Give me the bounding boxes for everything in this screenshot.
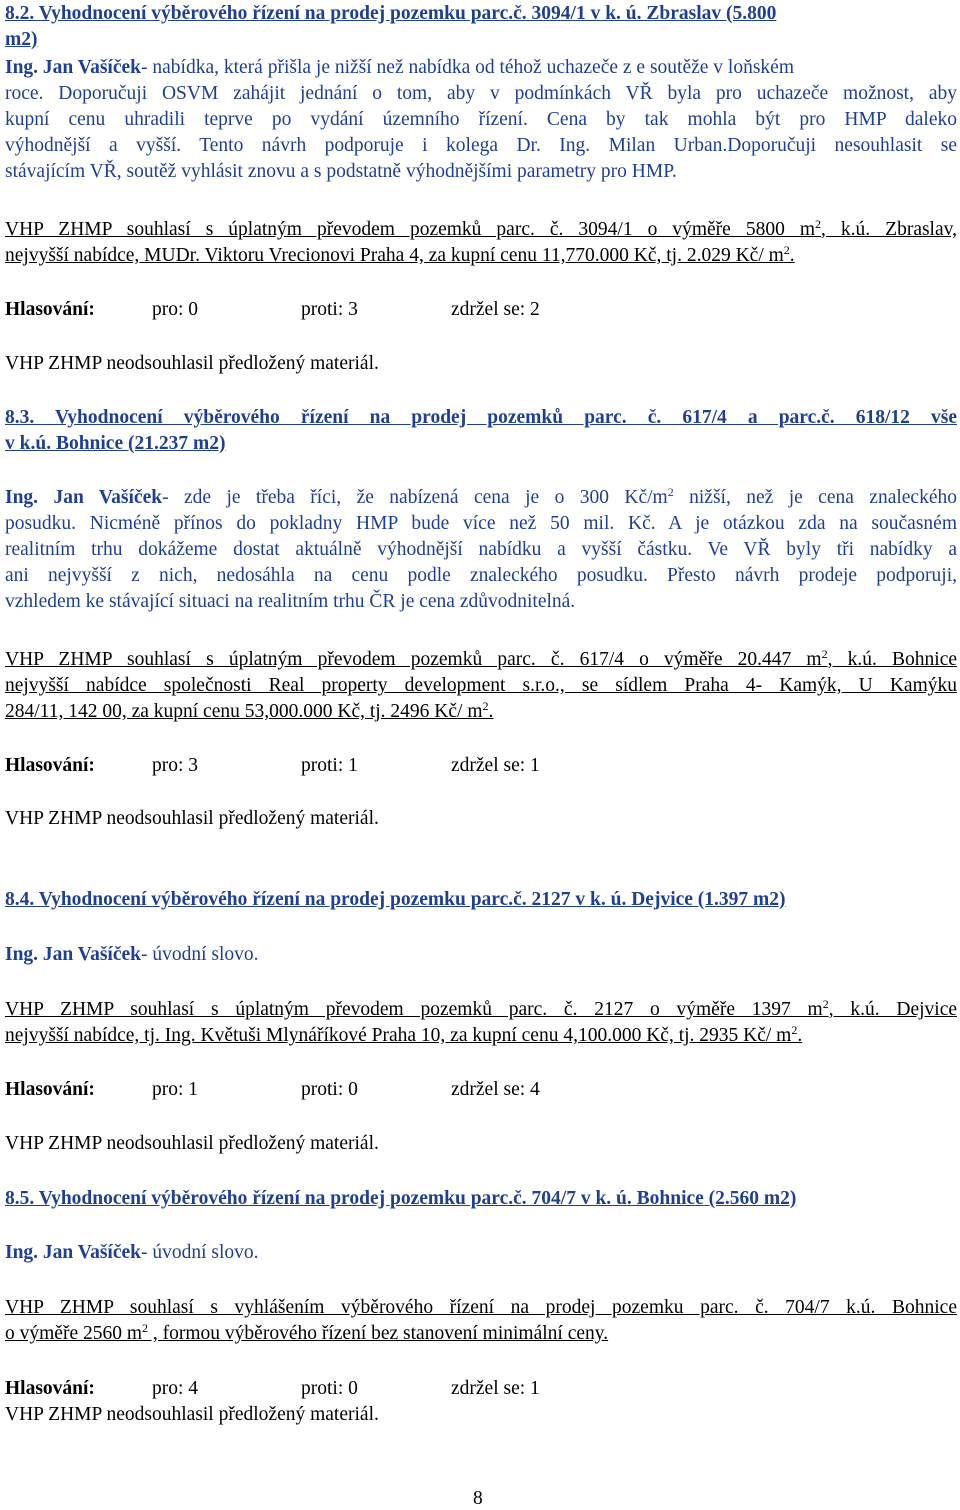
vote-against: proti: 0 — [301, 1378, 358, 1399]
vote-label: Hlasování: — [5, 299, 95, 320]
speaker-name: Ing. Jan Vašíček — [5, 57, 142, 78]
resolution-line: VHP ZHMP souhlasí s úplatným převodem pozemků parc. č. 3094/1 o výměře 5800 $m^2$, k.ú. Zbraslav, — [5, 217, 957, 240]
vote-for: pro: 3 — [152, 755, 199, 776]
vote-abstain: zdržel se: 1 — [451, 1378, 540, 1399]
vote-outcome: VHP ZHMP neodsouhlasil předložený materiál. — [5, 1404, 379, 1425]
vote-abstain: zdržel se: 1 — [451, 755, 540, 776]
vote-for: pro: 1 — [152, 1079, 199, 1100]
section-heading-8-2-cont: m2) — [5, 29, 38, 50]
resolution-line: o výměře 2560 $m^2$ , formou výběrového řízení bez stanovení minimální ceny. — [5, 1321, 609, 1344]
paragraph-line: posudku. Nicméně přínos do pokladny HMP bude více než 50 mil. Kč. A je otázkou zda na současném — [5, 513, 957, 534]
speaker-paragraph: Ing. Jan Vašíček- zde je třeba říci, že nabízená cena je o 300 $Kč/m^2$ nižší, než je cena znaleckého — [5, 485, 957, 508]
vote-outcome: VHP ZHMP neodsouhlasil předložený materiál. — [5, 808, 379, 829]
vote-against: proti: 0 — [301, 1079, 358, 1100]
speaker-paragraph: Ing. Jan Vašíček- úvodní slovo. — [5, 1242, 259, 1263]
vote-outcome: VHP ZHMP neodsouhlasil předložený materiál. — [5, 1133, 379, 1154]
resolution-line: nejvyšší nabídce společnosti Real property development s.r.o., se sídlem Praha 4- Kamýk, U Kamýku — [5, 675, 957, 696]
vote-abstain: zdržel se: 4 — [451, 1079, 540, 1100]
page-number: 8 — [473, 1488, 483, 1509]
resolution-line: VHP ZHMP souhlasí s vyhlášením výběrového řízení na prodej pozemku parc. č. 704/7 k.ú. Bohnice — [5, 1297, 957, 1318]
section-heading-8-4: 8.4. Vyhodnocení výběrového řízení na prodej pozemku parc.č. 2127 v k. ú. Dejvice (1.397 m2) — [5, 889, 786, 910]
paragraph-line: ani nejvyšší z nich, nedosáhla na cenu podle znaleckého posudku. Přesto návrh prodeje podporuji, — [5, 565, 957, 586]
speaker-name: Ing. Jan Vašíček — [5, 1242, 142, 1263]
vote-for: pro: 0 — [152, 299, 199, 320]
vote-against: proti: 3 — [301, 299, 358, 320]
speaker-name: Ing. Jan Vašíček — [5, 944, 142, 965]
speaker-paragraph — [5, 56, 957, 80]
vote-label: Hlasování: — [5, 755, 95, 776]
section-heading-8-5: 8.5. Vyhodnocení výběrového řízení na prodej pozemku parc.č. 704/7 v k. ú. Bohnice (2.560 m2) — [5, 1188, 797, 1209]
section-heading-8-3: 8.3. Vyhodnocení výběrového řízení na prodej pozemků parc. č. 617/4 a parc.č. 618/12 vše — [5, 407, 957, 428]
paragraph-line: realitním trhu dokážeme dostat aktuálně výhodnější nabídku a vyšší částku. Ve VŘ byly tři nabídky a — [5, 539, 957, 560]
resolution-line: VHP ZHMP souhlasí s úplatným převodem pozemků parc. č. 2127 o výměře 1397 $m^2$, k.ú. Dejvice — [5, 997, 957, 1020]
speaker-paragraph: Ing. Jan Vašíček- úvodní slovo. — [5, 944, 259, 965]
vote-label: Hlasování: — [5, 1378, 95, 1399]
resolution-line: nejvyšší nabídce, MUDr. Viktoru Vrecionovi Praha 4, za kupní cenu 11,770.000 Kč, tj. 2.029 Kč/ $m^2$. — [5, 243, 795, 266]
paragraph-line: stávajícím VŘ, soutěž vyhlásit znovu a s podstatně výhodnějšími parametry pro HMP. — [5, 161, 677, 182]
resolution-line: nejvyšší nabídce, tj. Ing. Květuši Mlynáříkové Praha 10, za kupní cenu 4,100.000 Kč, tj. 2935 Kč/ $m^2$. — [5, 1023, 803, 1046]
resolution-line: 284/11, 142 00, za kupní cenu 53,000.000 Kč, tj. 2496 Kč/ $m^2$. — [5, 699, 494, 722]
section-heading-8-2: 8.2. Vyhodnocení výběrového řízení na prodej pozemku parc.č. 3094/1 v k. ú. Zbraslav (5.800 — [5, 3, 777, 24]
vote-against: proti: 1 — [301, 755, 358, 776]
vote-abstain: zdržel se: 2 — [451, 299, 540, 320]
vote-outcome: VHP ZHMP neodsouhlasil předložený materiál. — [5, 353, 379, 374]
paragraph-line: kupní cenu uhradili teprve po vydání územního řízení. Cena by tak mohla být pro HMP daleko — [5, 109, 957, 130]
speaker-name: Ing. Jan Vašíček — [5, 487, 163, 508]
section-heading-8-3-cont: v k.ú. Bohnice (21.237 m2) — [5, 433, 226, 454]
paragraph-line: výhodnější a vyšší. Tento návrh podporuje i kolega Dr. Ing. Milan Urban.Doporučuji nesouhlasit se — [5, 135, 957, 156]
vote-label: Hlasování: — [5, 1079, 95, 1100]
paragraph-line: roce. Doporučuji OSVM zahájit jednání o tom, aby v podmínkách VŘ byla pro uchazeče možnost, aby — [5, 83, 957, 104]
resolution-line: VHP ZHMP souhlasí s úplatným převodem pozemků parc. č. 617/4 o výměře 20.447 $m^2$, k.ú. Bohnice — [5, 647, 958, 670]
paragraph-line: vzhledem ke stávající situaci na realitním trhu ČR je cena zdůvodnitelná. — [5, 591, 576, 612]
paragraph-text: - nabídka, která přišla je nižší než nabídka od téhož uchazeče z e soutěže v loňském — [141, 57, 794, 78]
vote-for: pro: 4 — [152, 1378, 199, 1399]
